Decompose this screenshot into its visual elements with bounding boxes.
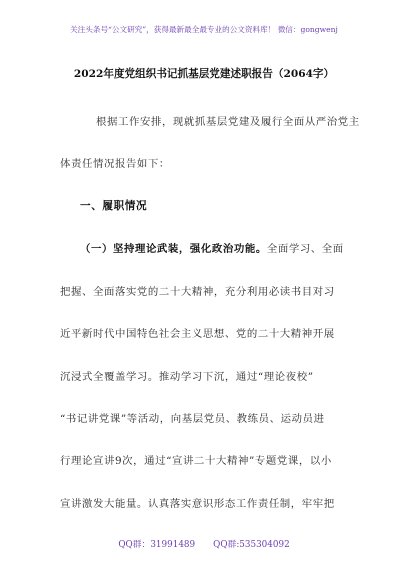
subsection-1-first-line [80, 240, 344, 255]
footer-contact [0, 537, 408, 550]
intro-line-2: 体责任情况报告如下： [60, 158, 170, 170]
body-line: “书记讲党课”等活动，向基层党员、教练员、运动员进 [60, 413, 325, 425]
header-banner: 关注头条号“公文研究”，获得最新最全最专业的公文资料库！ 微信：gongwenj [70, 25, 338, 34]
footer-qq-group-2: QQ群:535304092 [213, 540, 290, 550]
intro-line-1: 根据工作安排，现就抓基层党建及履行全面从严治党主 [96, 116, 360, 128]
section-1-heading: 一、履职情况 [80, 200, 148, 212]
body-line: 沉浸式全覆盖学习。推动学习下沉，通过“理论夜校” [60, 371, 314, 383]
subsection-1-lead-text: 全面学习、全面 [266, 243, 344, 255]
body-line: 近平新时代中国特色社会主义思想、党的二十大精神开展 [60, 328, 335, 340]
body-line: 宣讲激发大能量。认真落实意识形态工作责任制，牢牢把 [60, 498, 335, 510]
body-line: 行理论宣讲9次，通过“宣讲二十大精神”专题党课，以小 [60, 455, 332, 467]
body-line: 把握、全面落实党的二十大精神，充分利用必读书目对习 [60, 286, 335, 298]
footer-qq-group-1: QQ群：31991489 [118, 540, 196, 550]
subsection-1-heading: （一）坚持理论武装，强化政治功能。 [80, 243, 267, 255]
document-title: 2022年度党组织书记抓基层党建述职报告（2064字） [73, 68, 335, 80]
